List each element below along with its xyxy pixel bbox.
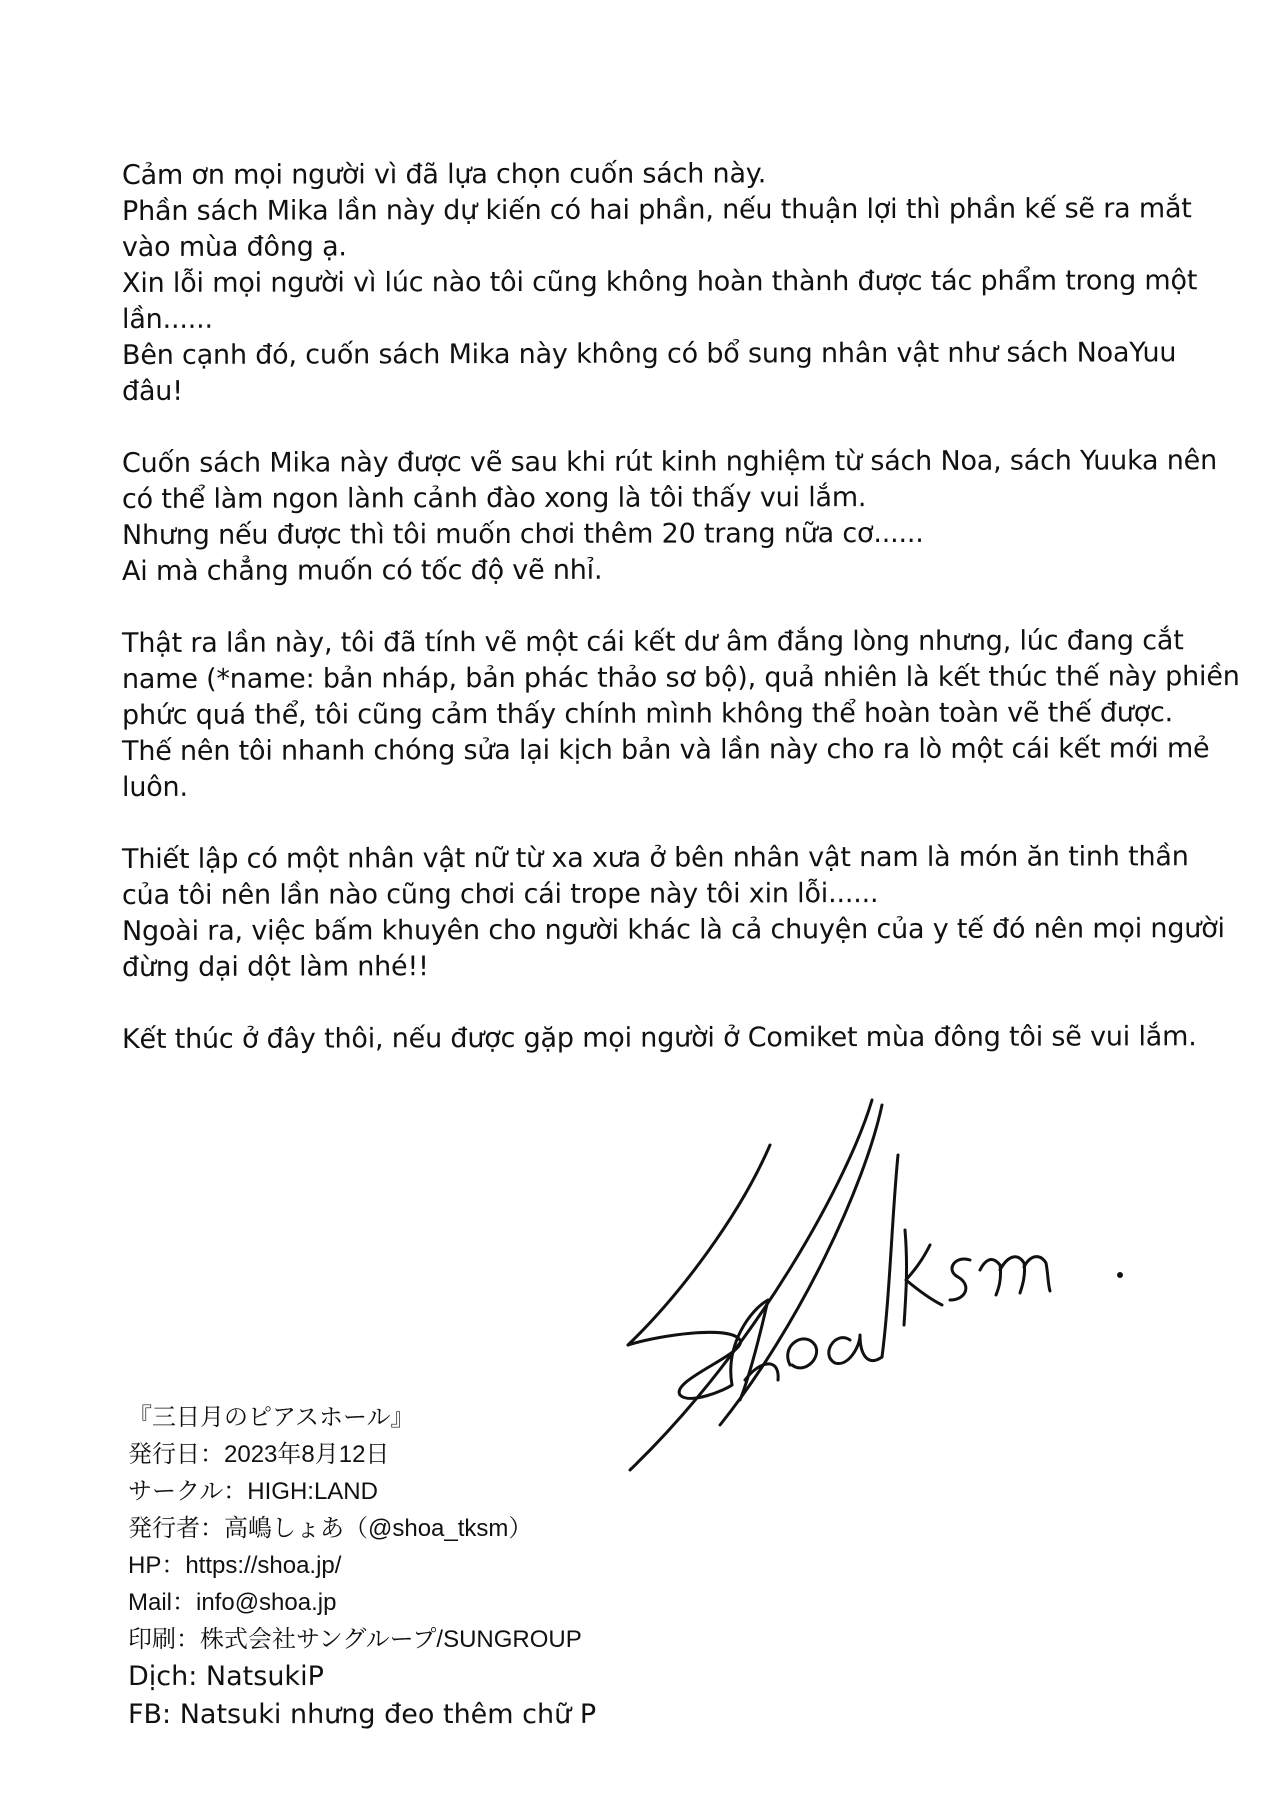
paragraph-4 xyxy=(121,841,1225,986)
book-title: 『三日月のピアスホール』 xyxy=(128,1404,415,1431)
mail-address: Mail：info@shoa.jp xyxy=(128,1589,337,1616)
paragraph-3 xyxy=(121,625,1240,806)
note-line: Ngoài ra, việc bấm khuyên cho người khác là cả chuyện của y tế đó nên mọi người xyxy=(121,913,1225,947)
paragraph-5 xyxy=(121,1021,1197,1058)
note-line: Thật ra lần này, tôi đã tính vẽ một cái kết dư âm đắng lòng nhưng, lúc đang cắt xyxy=(121,625,1184,659)
note-line: Cảm ơn mọi người vì đã lựa chọn cuốn sách này. xyxy=(121,158,767,191)
publisher: 発行者：高嶋しょあ（@shoa_tksm） xyxy=(128,1515,533,1542)
note-line: Bên cạnh đó, cuốn sách Mika này không có bổ sung nhân vật như sách NoaYuu xyxy=(121,337,1177,371)
note-line: Thiết lập có một nhân vật nữ từ xa xưa ở bên nhân vật nam là món ăn tinh thần xyxy=(121,841,1189,875)
note-line: Kết thúc ở đây thôi, nếu được gặp mọi người ở Comiket mùa đông tôi sẽ vui lắm. xyxy=(121,1021,1197,1055)
note-line: có thể làm ngon lành cảnh đào xong là tôi thấy vui lắm. xyxy=(121,482,867,515)
note-line: luôn. xyxy=(121,771,188,803)
note-line: Thế nên tôi nhanh chóng sửa lại kịch bản và lần này cho ra lò một cái kết mới mẻ xyxy=(121,733,1210,767)
note-line: vào mùa đông ạ. xyxy=(121,231,347,263)
afterword-note xyxy=(121,158,1240,1094)
note-line: Phần sách Mika lần này dự kiến có hai phần, nếu thuận lợi thì phần kế sẽ ra mắt xyxy=(121,193,1192,227)
note-line: Nhưng nếu được thì tôi muốn chơi thêm 20 trang nữa cơ...... xyxy=(121,517,924,551)
circle-name: サークル：HIGH:LAND xyxy=(128,1478,378,1505)
colophon xyxy=(128,1399,828,1734)
homepage-link: HP：https://shoa.jp/ xyxy=(128,1552,342,1579)
note-line: Cuốn sách Mika này được vẽ sau khi rút kinh nghiệm từ sách Noa, sách Yuuka nên xyxy=(121,445,1218,479)
paragraph-2 xyxy=(121,445,1218,590)
facebook-credit: FB: Natsuki nhưng đeo thêm chữ P xyxy=(128,1699,597,1730)
note-line: name (*name: bản nháp, bản phác thảo sơ bộ), quả nhiên là kết thúc thế này phiền xyxy=(121,661,1240,695)
release-date: 発行日：2023年8月12日 xyxy=(128,1441,390,1468)
note-line: của tôi nên lần nào cũng chơi cái trope này tôi xin lỗi...... xyxy=(121,878,879,911)
printer: 印刷：株式会社サングループ/SUNGROUP xyxy=(128,1626,582,1653)
note-line: đâu! xyxy=(121,375,183,407)
paragraph-1 xyxy=(121,158,1198,410)
note-line: đừng dại dột làm nhé!! xyxy=(121,951,429,983)
note-line: lần...... xyxy=(121,303,213,335)
note-line: Xin lỗi mọi người vì lúc nào tôi cũng không hoàn thành được tác phẩm trong một xyxy=(121,265,1198,299)
note-line: phức quá thể, tôi cũng cảm thấy chính mình không thể hoàn toàn vẽ thế được. xyxy=(121,697,1174,731)
translator-credit: Dịch: NatsukiP xyxy=(128,1661,324,1692)
note-line: Ai mà chẳng muốn có tốc độ vẽ nhỉ. xyxy=(121,554,603,587)
